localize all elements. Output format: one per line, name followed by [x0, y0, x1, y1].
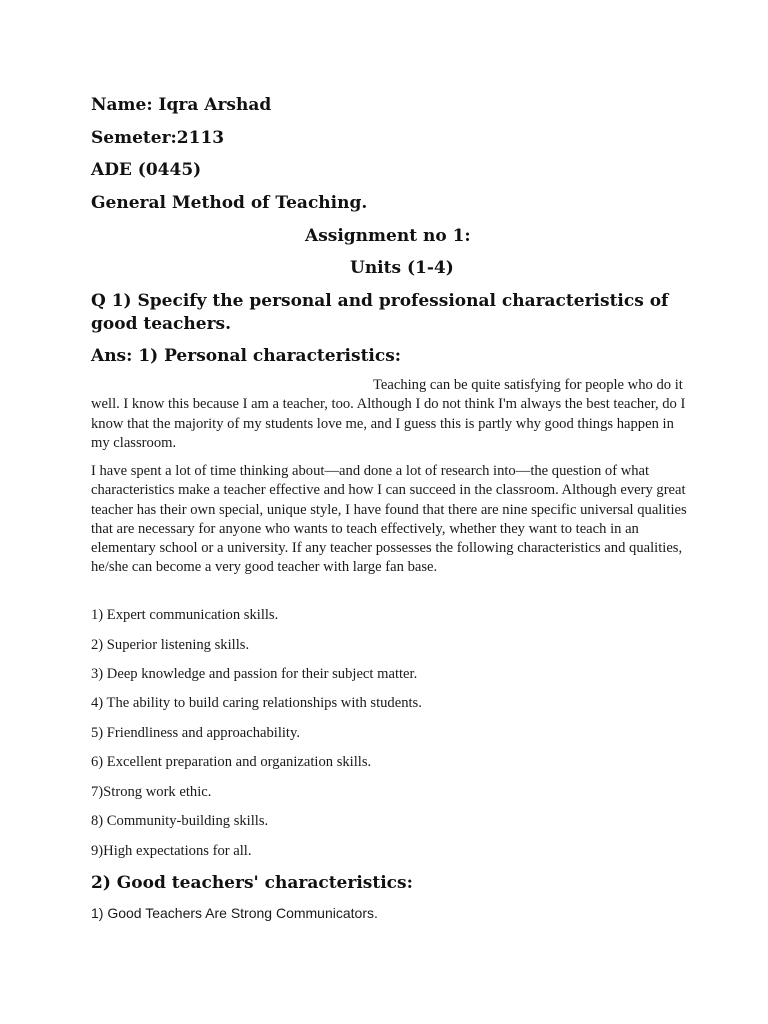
- list-item: 3) Deep knowledge and passion for their subject matter.: [91, 666, 418, 682]
- paragraph-1-text: Teaching can be quite satisfying for people who do it well. I know this because I am a teacher, too. Although I do not think I'm always the best teacher, do I know that the majority of my students love me, and I guess this is partly why good things happen in my classroom.: [91, 377, 686, 451]
- list-item: 4) The ability to build caring relationships with students.: [91, 695, 422, 711]
- question-heading: Q 1) Specify the personal and professional characteristics of good teachers.: [91, 291, 669, 334]
- units-heading: Units (1-4): [350, 258, 454, 278]
- answer-heading: Ans: 1) Personal characteristics:: [91, 346, 402, 366]
- assignment-title: Assignment no 1:: [305, 226, 471, 246]
- student-name: Name: Iqra Arshad: [91, 95, 272, 115]
- paragraph-2: I have spent a lot of time thinking about—and done a lot of research into—the question of what characteristics make a teacher effective and how I can succeed in the classroom. Although every great teacher has their own special, unique style, I have found that there are nine specific universal qualities that are necessary for anyone who wants to teach effectively, whether they want to teach in an elementary school or a university. If any teacher possesses the following characteristics and qualities, he/she can become a very good teacher with large fan base.: [91, 463, 687, 576]
- course-title: General Method of Teaching.: [91, 193, 368, 213]
- semester: Semeter:2113: [91, 128, 225, 148]
- section-2-item: 1) Good Teachers Are Strong Communicators.: [91, 905, 378, 921]
- list-item: 6) Excellent preparation and organization skills.: [91, 754, 372, 770]
- list-item: 1) Expert communication skills.: [91, 607, 279, 623]
- list-item: 7)Strong work ethic.: [91, 784, 212, 800]
- list-item: 8) Community-building skills.: [91, 813, 269, 829]
- list-item: 9)High expectations for all.: [91, 843, 252, 859]
- course-code: ADE (0445): [91, 160, 202, 180]
- list-item: 2) Superior listening skills.: [91, 637, 250, 653]
- section-2-heading: 2) Good teachers' characteristics:: [91, 873, 413, 893]
- paragraph-1: [91, 376, 691, 453]
- list-item: 5) Friendliness and approachability.: [91, 725, 300, 741]
